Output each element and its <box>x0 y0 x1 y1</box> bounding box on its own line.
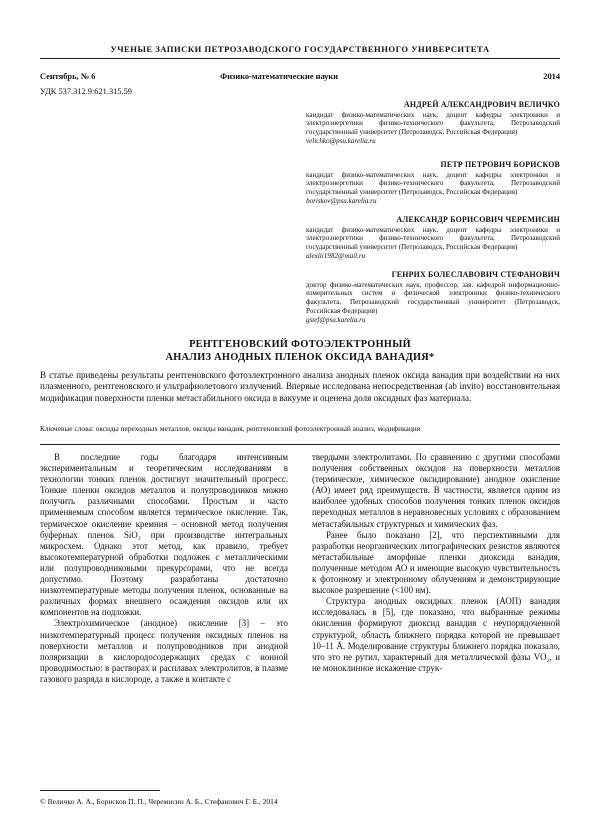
header-rule <box>40 58 560 59</box>
body-paragraph: Структура анодных оксидных пленок (АОП) ванадия исследовалась в [5], где показано, что выбранные режимы окисления формируют диоксид ванадия с неупорядоченной структурой, область ближнего порядка которой не превышает 10–11 Å. Моделирование структуры ближнего порядка показало, что это не рутил, характерный для металлической фазы VO₂, и не моноклинное искажение струк- <box>312 596 560 673</box>
abstract: В статье приведены результаты рентгеновского фотоэлектронного анализа анодных пленок оксида ванадия при воздействии на них плазменного, рентгеновского и ультрафиолетового излучений. Впервые исследована непосредственная (ab invito) восстановительная модификация поверхности пленки метастабильного оксида в вакууме и оценена доля оксидных фаз материала. <box>40 370 560 403</box>
body-column-right <box>312 452 560 674</box>
title-line: АНАЛИЗ АНОДНЫХ ПЛЕНОК ОКСИДА ВАНАДИЯ* <box>165 352 435 363</box>
issue-year: 2014 <box>543 72 560 81</box>
author-affiliation: доктор физико-математических наук, профессор, зав. кафедрой информационно-измерительных систем и физической электроники физико-технического факультета, Петрозаводский государственный университет (Петрозаводск, Российская Федерация) <box>306 280 560 315</box>
author-block <box>306 161 560 206</box>
journal-title: УЧЕНЫЕ ЗАПИСКИ ПЕТРОЗАВОДСКОГО ГОСУДАРСТВЕННОГО УНИВЕРСИТЕТА <box>110 44 490 54</box>
body-column-left <box>40 452 288 685</box>
udk-code: УДК 537.312.9:621.315.59 <box>40 87 132 96</box>
author-block <box>306 271 560 324</box>
footer-rule <box>40 790 160 791</box>
body-paragraph: Ранее было показано [2], что перспективными для разработки неорганических литографических резистов являются метастабильные аморфные пленки диоксида ванадия, полученные методом АО и имеющие высокую чувствительность к фотонному и электронному облучениям и демонстрирующие высокое разрешение (<100 нм). <box>312 529 560 596</box>
author-name: АНДРЕЙ АЛЕКСАНДРОВИЧ ВЕЛИЧКО <box>404 100 560 109</box>
author-affiliation: кандидат физико-математических наук, доцент кафедры электроники и электроэнергетики физико-технического факультета, Петрозаводский государственный университет (Петрозаводск, Российская Федерация) <box>306 170 560 197</box>
author-block <box>306 101 560 146</box>
copyright-footer: © Величко А. А., Борисков П. П., Черемисин А. Б., Стефанович Г. Б., 2014 <box>40 797 278 806</box>
body-paragraph: Электрохимическое (анодное) окисление [3] – это низкотемпературный процесс получения оксидных пленок на поверхности металлов и полупроводников при анодной поляризации в кислородосодержащих средах с ионной проводимостью: в растворах и расплавах электролитов, в плазме газового разряда в кислороде, а также в контакте с <box>40 618 288 684</box>
section-name: Физико-математические науки <box>220 72 339 81</box>
article-title <box>40 338 560 364</box>
author-name: ПЕТР ПЕТРОВИЧ БОРИСКОВ <box>440 160 560 169</box>
body-rule <box>40 444 560 445</box>
title-line: РЕНТГЕНОВСКИЙ ФОТОЭЛЕКТРОННЫЙ <box>189 339 411 350</box>
keywords: Ключевые слова: оксиды переходных металлов, оксиды ванадия, рентгеновский фотоэлектронный анализ, модификация <box>40 424 421 433</box>
body-paragraph: твердыми электролитами. По сравнению с другими способами получения собственных оксидов на поверхности металлов (термическое, химическое оксидирование) анодное окисление (АО) имеет ряд преимуществ. В частности, является одним из наиболее удобных способов получения тонких пленок оксидов переходных металлов в неравновесных условиях с образованием метастабильных структурных и химических фаз. <box>312 452 560 529</box>
author-block <box>306 216 560 261</box>
author-email[interactable]: gstef@psu.karelia.ru <box>306 315 366 324</box>
author-email[interactable]: boriskov@psu.karelia.ru <box>306 196 377 205</box>
author-email[interactable]: velichko@psu.karelia.ru <box>306 136 376 145</box>
author-affiliation: кандидат физико-математических наук, доцент кафедры электроники и электроэнергетики физико-технического факультета, Петрозаводский государственный университет (Петрозаводск, Российская Федерация) <box>306 225 560 252</box>
author-name: АЛЕКСАНДР БОРИСОВИЧ ЧЕРЕМИСИН <box>396 215 560 224</box>
issue-number: Сентябрь, № 6 <box>40 72 96 81</box>
author-email[interactable]: alexiii1982@mail.ru <box>306 251 366 260</box>
body-paragraph: В последние годы благодаря интенсивным экспериментальным и теоретическим исследованиям в технологии тонких пленок достигнут значительный прогресс. Тонкие пленки оксидов металлов и полупроводников можно получить различными способами. Простым и часто применяемым способом является термическое окисление. Так, термическое окисление кремния – основной метод получения буферных пленок SiO₂ при производстве интегральных микросхем. Однако этот метод, как правило, требует высокотемпературной обработки подложек с металлическими или полупроводниковыми прекурсорами, что не всегда допустимо. Поэтому разработаны достаточно низкотемпературные методы получения пленок, основанные на различных формах внешнего осаждения оксидов или их компонентов на подложки. <box>40 452 288 618</box>
author-affiliation: кандидат физико-математических наук, доцент кафедры электроники и электроэнергетики физико-технического факультета, Петрозаводский государственный университет (Петрозаводск, Российская Федерация) <box>306 110 560 137</box>
author-name: ГЕНРИХ БОЛЕСЛАВОВИЧ СТЕФАНОВИЧ <box>391 270 560 279</box>
